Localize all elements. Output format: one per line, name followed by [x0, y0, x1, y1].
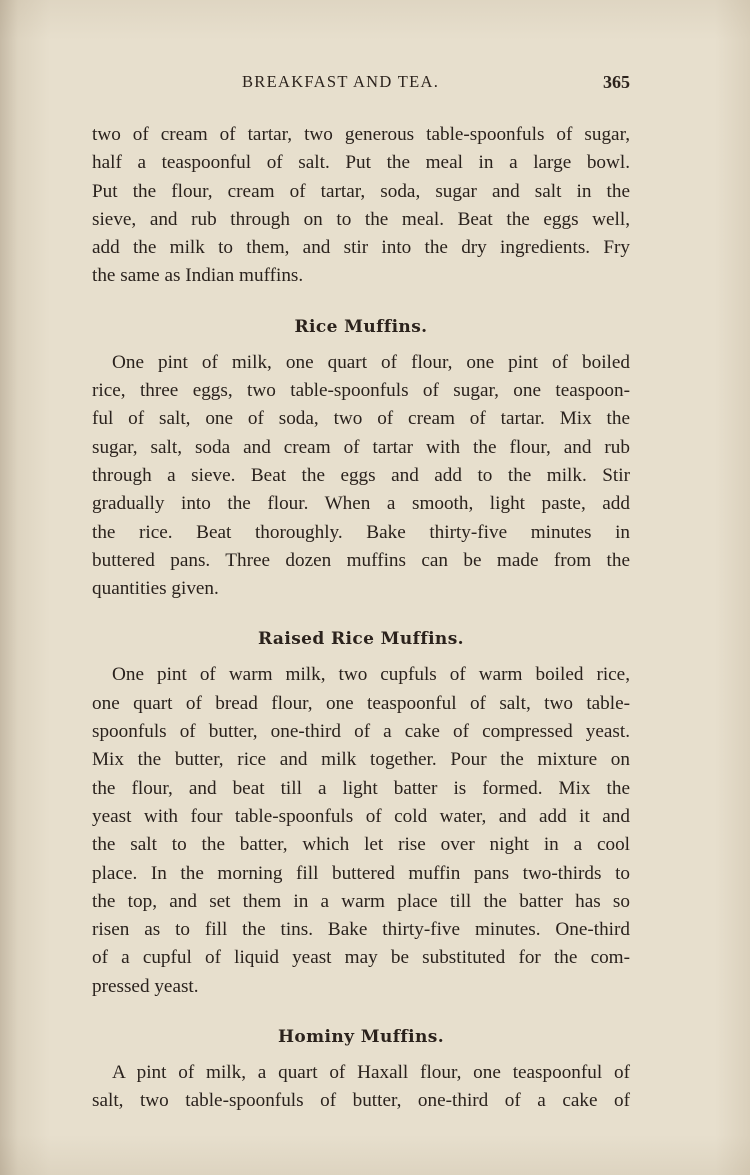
text-line: yeast with four table-spoonfuls of cold water, and add it and — [92, 805, 630, 827]
text-line: rice, three eggs, two table-spoonfuls of sugar, one teaspoon- — [92, 380, 630, 402]
text-line: buttered pans. Three dozen muffins can be made from the — [92, 549, 630, 571]
text-line: the flour, and beat till a light batter is formed. Mix the — [92, 777, 630, 799]
text-line: spoonfuls of butter, one-third of a cake of compressed yeast. — [92, 721, 630, 743]
text-line: ful of salt, one of soda, two of cream of tartar. Mix the — [92, 408, 630, 430]
text-line: Mix the butter, rice and milk together. Pour the mixture on — [92, 749, 630, 771]
text-line: A pint of milk, a quart of Haxall flour, one teaspoonful of — [112, 1062, 630, 1084]
text-line: salt, two table-spoonfuls of butter, one-third of a cake of — [92, 1090, 630, 1112]
recipe-raised-rice-muffins — [92, 626, 630, 1001]
text-line: the same as Indian muffins. — [92, 265, 304, 287]
text-line: the top, and set them in a warm place till the batter has so — [92, 890, 630, 912]
text-line: sieve, and rub through on to the meal. Beat the eggs well, — [92, 208, 630, 230]
text-line: risen as to fill the tins. Bake thirty-five minutes. One-third — [92, 919, 630, 941]
text-line: the rice. Beat thoroughly. Bake thirty-five minutes in — [92, 521, 630, 543]
recipe-rice-muffins — [92, 314, 630, 604]
page-number: 365 — [603, 72, 630, 92]
running-title: BREAKFAST AND TEA. — [242, 72, 440, 91]
text-line: through a sieve. Beat the eggs and add to the milk. Stir — [92, 464, 630, 486]
recipe-hominy-muffins — [92, 1024, 630, 1116]
text-line: sugar, salt, soda and cream of tartar with the flour, and rub — [92, 436, 630, 458]
text-line: one quart of bread flour, one teaspoonful of salt, two table- — [92, 692, 630, 714]
text-line: the salt to the batter, which let rise over night in a cool — [92, 834, 630, 856]
text-line: two of cream of tartar, two generous table-spoonfuls of sugar, — [92, 124, 630, 145]
text-line: half a teaspoonful of salt. Put the meal in a large bowl. — [92, 152, 630, 174]
recipe-title: Raised Rice Muffins. — [258, 629, 464, 650]
intro-paragraph — [92, 121, 630, 291]
text-line: of a cupful of liquid yeast may be substituted for the com- — [92, 947, 630, 969]
text-line: place. In the morning fill buttered muffin pans two-thirds to — [92, 862, 630, 884]
recipe-title: Rice Muffins. — [294, 316, 428, 337]
text-line: quantities given. — [92, 578, 219, 600]
body-text — [92, 121, 630, 1116]
text-line: gradually into the flour. When a smooth, light paste, add — [92, 493, 630, 515]
text-line: Put the flour, cream of tartar, soda, sugar and salt in the — [92, 180, 630, 202]
text-line: add the milk to them, and stir into the dry ingredients. Fry — [92, 237, 630, 259]
text-line: One pint of milk, one quart of flour, one pint of boiled — [112, 351, 630, 373]
text-line: One pint of warm milk, two cupfuls of warm boiled rice, — [112, 664, 630, 686]
text-line: pressed yeast. — [92, 975, 199, 997]
recipe-title: Hominy Muffins. — [277, 1027, 445, 1048]
running-head — [92, 72, 630, 98]
